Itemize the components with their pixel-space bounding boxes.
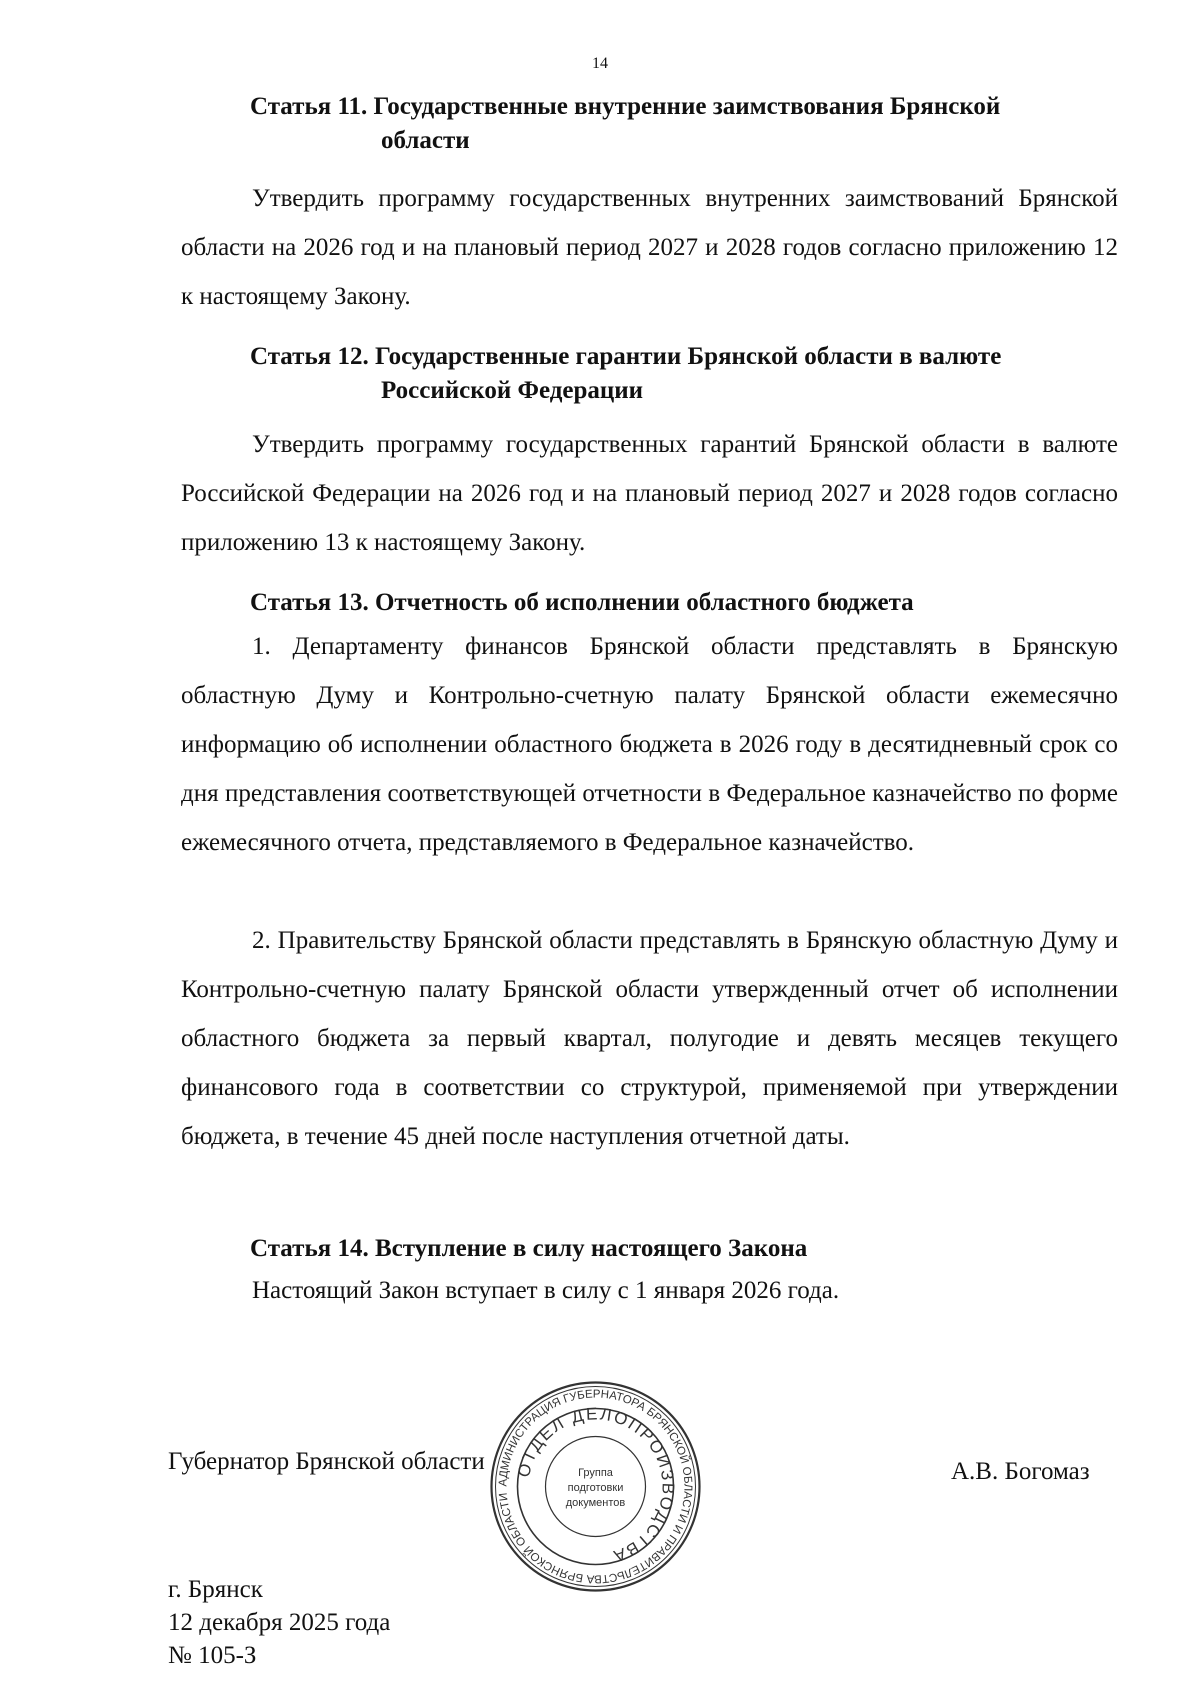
article-11-text: Утвердить программу государственных внутренних заимствований Брянской области на 2026 год и на плановый период 2027 и 2028 годов согласно приложению 12 к настоящему Закону. xyxy=(181,185,1118,310)
article-13-heading: Статья 13. Отчетность об исполнении областного бюджета xyxy=(250,589,914,616)
article-14-heading: Статья 14. Вступление в силу настоящего Закона xyxy=(250,1235,808,1262)
seal-ring-text: ОТДЕЛ ДЕЛОПРОИЗВОДСТВА xyxy=(514,1404,678,1567)
law-number: № 105-З xyxy=(168,1642,257,1669)
signature-name: А.В. Богомаз xyxy=(951,1458,1090,1485)
seal-center-line-3: документов xyxy=(565,1497,626,1509)
article-13-paragraph-1: 1. Департаменту финансов Брянской области представлять в Брянскую областную Думу и Контрольно-счетную палату Брянской области ежемесячно информацию об исполнении областного бюджета в 2026 году в десятидневный срок со дня представления соответствующей отчетности в Федеральное казначейство по форме ежемесячного отчета, представляемого в Федеральное казначейство. xyxy=(181,633,1118,856)
page-number: 14 xyxy=(592,55,608,72)
place: г. Брянск xyxy=(168,1576,263,1603)
article-12-heading-line1: Статья 12. Государственные гарантии Брянской области в валюте xyxy=(250,343,1002,370)
article-13-paragraph-2: 2. Правительству Брянской области представлять в Брянскую областную Думу и Контрольно-счетную палату Брянской области утвержденный отчет об исполнении областного бюджета за первый квартал, полугодие и девять месяцев текущего финансового года в соответствии со структурой, применяемой при утверждении бюджета, в течение 45 дней после наступления отчетной даты. xyxy=(181,927,1118,1150)
signature-title: Губернатор Брянской области xyxy=(168,1448,485,1475)
seal-center-line-1: Группа xyxy=(578,1467,613,1479)
date: 12 декабря 2025 года xyxy=(168,1609,391,1636)
seal-outer-text: АДМИНИСТРАЦИЯ ГУБЕРНАТОРА БРЯНСКОЙ ОБЛАСТИ И ПРАВИТЕЛЬСТВА БРЯНСКОЙ ОБЛАСТИ xyxy=(497,1388,694,1585)
article-12-text: Утвердить программу государственных гарантий Брянской области в валюте Российской Федерации на 2026 год и на плановый период 2027 и 2028 годов согласно приложению 13 к настоящему Закону. xyxy=(181,431,1118,556)
article-11-heading-line1: Статья 11. Государственные внутренние заимствования Брянской xyxy=(250,93,1001,120)
article-12-heading-line2: Российской Федерации xyxy=(381,377,644,404)
official-seal xyxy=(488,1379,703,1594)
article-11-heading-line2: области xyxy=(381,127,470,154)
seal-center-line-2: подготовки xyxy=(567,1482,624,1494)
article-14-text: Настоящий Закон вступает в силу с 1 января 2026 года. xyxy=(252,1277,840,1304)
article-11-heading xyxy=(250,90,1000,158)
article-12-heading xyxy=(250,340,1001,408)
